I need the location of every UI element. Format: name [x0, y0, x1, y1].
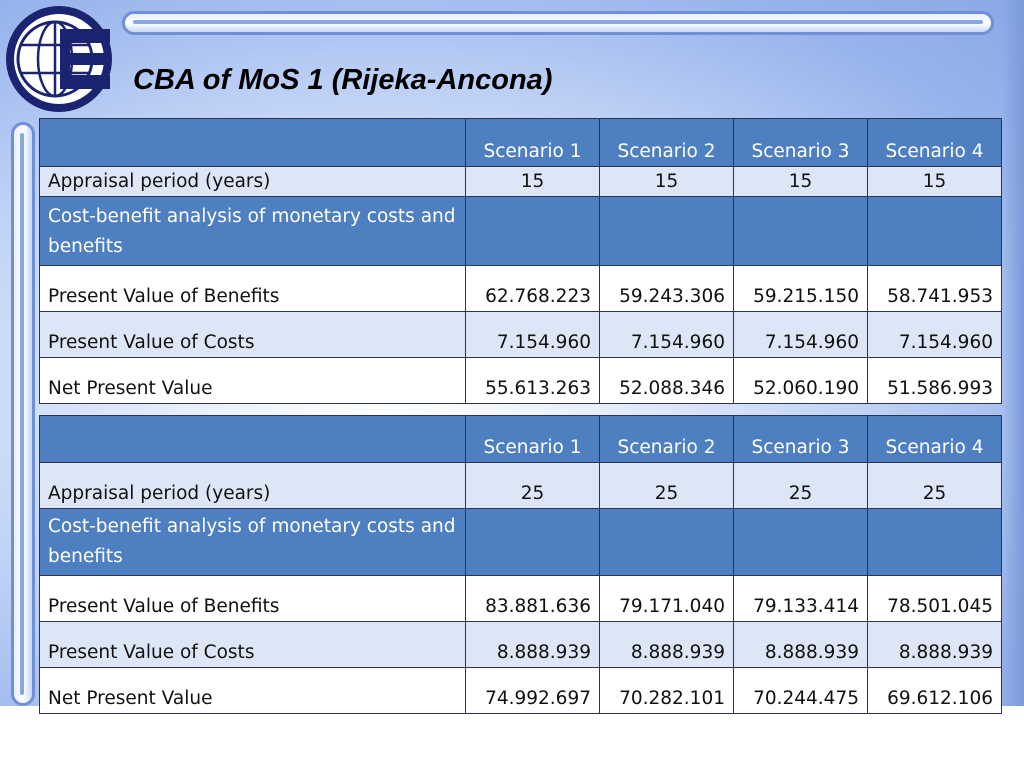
table-row-section [40, 509, 1002, 576]
header-scenario-4: Scenario 4 [868, 119, 1002, 167]
header-scenario-2: Scenario 2 [600, 416, 734, 463]
table-header-row [40, 416, 1002, 463]
cell-value: 8.888.939 [466, 622, 600, 668]
table-row-costs [40, 312, 1002, 358]
header-cell-empty [40, 416, 466, 463]
header-scenario-2: Scenario 2 [600, 119, 734, 167]
top-decorative-bar [122, 11, 994, 35]
empty-cell [600, 509, 734, 576]
cell-value: 58.741.953 [868, 266, 1002, 312]
header-scenario-3: Scenario 3 [734, 416, 868, 463]
cell-value: 25 [734, 463, 868, 509]
cell-value: 70.244.475 [734, 668, 868, 714]
cell-value: 59.243.306 [600, 266, 734, 312]
cell-value: 79.133.414 [734, 576, 868, 622]
cell-value: 8.888.939 [734, 622, 868, 668]
cell-value: 59.215.150 [734, 266, 868, 312]
empty-cell [600, 197, 734, 266]
cell-value: 15 [600, 167, 734, 197]
table-row-costs [40, 622, 1002, 668]
cell-value: 52.088.346 [600, 358, 734, 404]
cell-value: 15 [466, 167, 600, 197]
row-label: Present Value of Costs [40, 312, 466, 358]
empty-cell [868, 197, 1002, 266]
cell-value: 79.171.040 [600, 576, 734, 622]
empty-cell [734, 197, 868, 266]
cell-value: 78.501.045 [868, 576, 1002, 622]
empty-cell [868, 509, 1002, 576]
cba-table-15-years [39, 118, 1002, 404]
table-row-npv [40, 668, 1002, 714]
cell-value: 8.888.939 [868, 622, 1002, 668]
header-scenario-4: Scenario 4 [868, 416, 1002, 463]
row-label: Appraisal period (years) [40, 167, 466, 197]
table-header-row [40, 119, 1002, 167]
cell-value: 83.881.636 [466, 576, 600, 622]
cell-value: 62.768.223 [466, 266, 600, 312]
slide-title: CBA of MoS 1 (Rijeka-Ancona) [133, 64, 553, 96]
header-cell-empty [40, 119, 466, 167]
cell-value: 7.154.960 [734, 312, 868, 358]
section-label: Cost-benefit analysis of monetary costs and benefits [40, 509, 466, 576]
cell-value: 55.613.263 [466, 358, 600, 404]
cell-value: 69.612.106 [868, 668, 1002, 714]
row-label: Present Value of Benefits [40, 266, 466, 312]
table-row-section [40, 197, 1002, 266]
row-label: Present Value of Costs [40, 622, 466, 668]
cell-value: 25 [868, 463, 1002, 509]
cell-value: 7.154.960 [868, 312, 1002, 358]
header-scenario-1: Scenario 1 [466, 416, 600, 463]
cell-value: 7.154.960 [466, 312, 600, 358]
header-scenario-3: Scenario 3 [734, 119, 868, 167]
cell-value: 15 [868, 167, 1002, 197]
cell-value: 70.282.101 [600, 668, 734, 714]
row-label: Present Value of Benefits [40, 576, 466, 622]
table-row-benefits [40, 266, 1002, 312]
table-row-appraisal-period [40, 167, 1002, 197]
cell-value: 25 [466, 463, 600, 509]
cell-value: 25 [600, 463, 734, 509]
cell-value: 15 [734, 167, 868, 197]
table-row-benefits [40, 576, 1002, 622]
header-scenario-1: Scenario 1 [466, 119, 600, 167]
section-label: Cost-benefit analysis of monetary costs and benefits [40, 197, 466, 266]
cell-value: 74.992.697 [466, 668, 600, 714]
table-row-appraisal-period [40, 463, 1002, 509]
globe-logo-icon [3, 3, 115, 115]
cell-value: 52.060.190 [734, 358, 868, 404]
cell-value: 7.154.960 [600, 312, 734, 358]
empty-cell [734, 509, 868, 576]
cell-value: 51.586.993 [868, 358, 1002, 404]
right-edge-shade [1002, 0, 1024, 706]
row-label: Net Present Value [40, 668, 466, 714]
cell-value: 8.888.939 [600, 622, 734, 668]
row-label: Net Present Value [40, 358, 466, 404]
row-label: Appraisal period (years) [40, 463, 466, 509]
cba-table-25-years [39, 415, 1002, 714]
table-row-npv [40, 358, 1002, 404]
empty-cell [466, 197, 600, 266]
empty-cell [466, 509, 600, 576]
left-decorative-bar [11, 122, 35, 706]
